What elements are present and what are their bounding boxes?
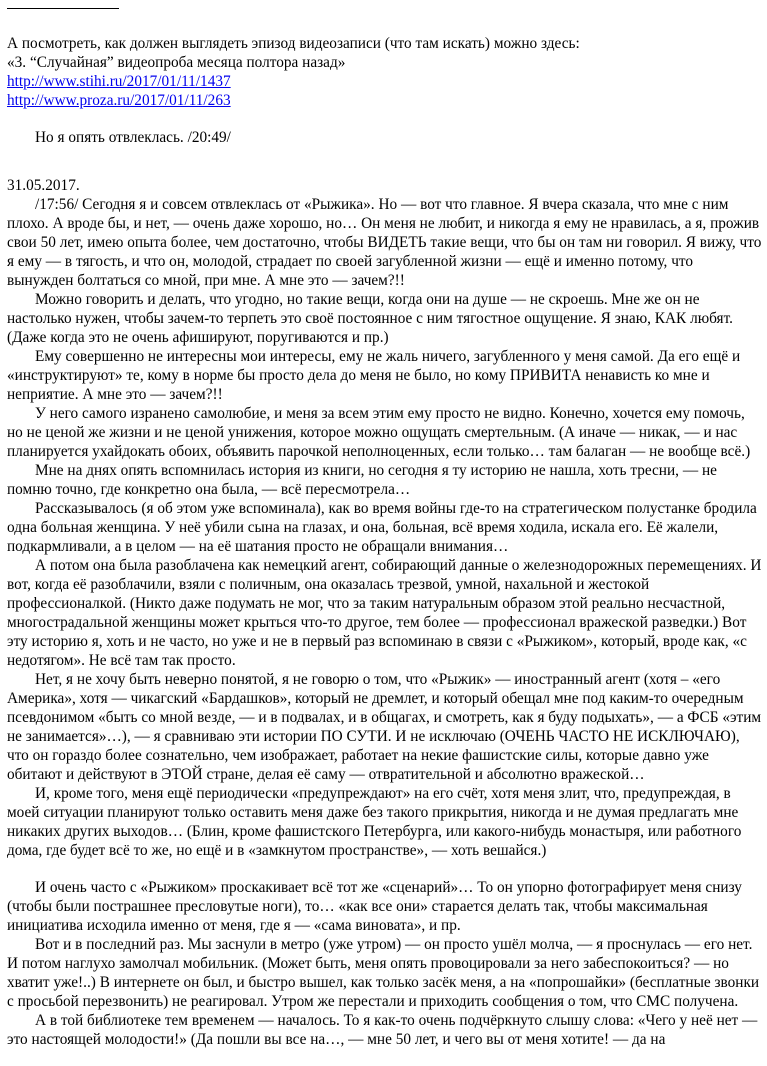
intro-video-title: «3. “Случайная” видеопроба месяца полтора назад» (7, 54, 346, 71)
stihi-link[interactable]: http://www.stihi.ru/2017/01/11/1437 (7, 73, 231, 90)
paragraph: Ему совершенно не интересны мои интересы, ему не жаль ничего, загубленного у меня самой. Да его ещё и «инструктируют» те, кому в норме бы просто дела до меня не было, но кому ПРИВИТА ненависть ко мне и неприятие. А мне это — зачем?!! (7, 348, 741, 403)
paragraph: Нет, я не хочу быть неверно понятой, я не говорю о том, что «Рыжик» — иностранный агент (хотя – «его Америка», хотя — чикагский «Бардашков», который не дремлет, и который обещал мне под каким-то очередным псевдонимом «быть со мной везде, — и в подвалах, и в общагах, и смотреть, как я буду подыхать», — а ФСБ «этим не занимается»…), — я сравниваю эти истории ПО СУТИ. И не исключаю (ОЧЕНЬ ЧАСТО НЕ ИСКЛЮЧАЮ), что он гораздо более сознательно, чем изображает, работает на некие фашистские силы, которые давно уже обитают и действуют в ЭТОЙ стране, делая её саму — отвратительной и абсолютно вражеской… (7, 671, 762, 783)
top-rule-divider (7, 8, 119, 9)
document-page (0, 8, 767, 1066)
paragraph: А потом она была разоблачена как немецкий агент, собирающий данные о железнодорожных перемещениях. И вот, когда её разоблачили, взяли с поличным, она оказалась трезвой, умной, нахальной и жестокой профессионалкой. (Никто даже подумать не мог, что за таким натуральным образом этой реально несчастной, многострадальной женщины может крыться что-то другое, тем более — профессионал вражеской разведки.) Вот эту историю я, хоть и не часто, но уже и не в первый раз вспоминаю в связи с «Рыжиком», который, вроде как, «с недотягом». Не всё там так просто. (7, 557, 762, 669)
paragraph: Вот и в последний раз. Мы заснули в метро (уже утром) — он просто ушёл молча, — я проснулась — его нет. И потом наглухо замолчал мобильник. (Может быть, меня опять провоцировали за него забеспокоиться? — но хватит уже!..) В интернете он был, и быстро вышел, как только засёк меня, а на «попрошайки» (бесплатные звонки с просьбой перезвонить) не реагировал. Утром же перестали и приходить сообщения о том, что СМС получена. (7, 936, 760, 1010)
paragraph: Рассказывалось (я об этом уже вспоминала), как во время войны где-то на стратегическом полустанке бродила одна больная женщина. У неё убили сына на глазах, и она, больная, всё время ходила, искала его. Её жалели, подкармливали, а в целом — на её шатания просто не обращали внимания… (7, 500, 757, 555)
proza-link[interactable]: http://www.proza.ru/2017/01/11/263 (7, 92, 231, 109)
paragraph: И, кроме того, меня ещё периодически «предупреждают» на его счёт, хотя меня злит, что, предупреждая, в моей ситуации планируют только оставить меня даже без такого прикрытия, никогда и не думая предлагать мне никаких других выходов… (Блин, кроме фашистского Петербурга, или какого-нибудь монастыря, или работного дома, где будет всё то же, но ещё и в «замкнутом пространстве», — хоть вешайся.) (7, 785, 742, 859)
paragraph: А в той библиотеке тем временем — началось. То я как-то очень подчёркнуто слышу слова: «Чего у неё нет — это настоящей молодости!» (Да пошли вы все на…, — мне 50 лет, и чего вы от меня хотите! — да на (7, 1012, 758, 1048)
intro-line: А посмотреть, как должен выглядеть эпизод видеозаписи (что там искать) можно здесь: (7, 35, 580, 52)
paragraph: И очень часто с «Рыжиком» проскакивает всё тот же «сценарий»… То он упорно фотографирует меня снизу (чтобы были пострашнее пресловутые ноги), то… «как все они» старается делать так, чтобы максимальная инициатива исходила именно от меня, где я — «сама виновата», и пр. (7, 879, 742, 934)
intro-block (7, 34, 763, 110)
paragraph: Мне на днях опять вспомнилась история из книги, но сегодня я ту историю не нашла, хоть тресни, — не помню точно, где конкретно она была, — всё пересмотрела… (7, 462, 717, 498)
paragraph: У него самого изранено самолюбие, и меня за всем этим ему просто не видно. Конечно, хочется ему помочь, но не ценой же жизни и не ценой унижения, которое можно ощущать смертельным. (А иначе — никак, — и нас планируется ухайдокать обоих, объявить парочкой неполноценных, если только… там балаган — не вообще всё.) (7, 405, 751, 460)
paragraph: /17:56/ Сегодня я и совсем отвлеклась от «Рыжика». Но — вот что главное. Я вчера сказала, что мне с ним плохо. А вроде бы, и нет, — очень даже хорошо, но… Он меня не любит, и никогда я ему не нравилась, а я, прожив свои 50 лет, имею опыта более, чем достаточно, чтобы ВИДЕТЬ такие вещи, что бы он там ни говорил. Я вижу, что я ему — в тягость, и что он, молодой, страдает по своей загубленной жизни — ещё и именно потому, что вынужден болтаться со мной, при мне. А мне это — зачем?!! (7, 196, 762, 289)
paragraph: Можно говорить и делать, что угодно, но такие вещи, когда они на душе — не скроешь. Мне же он не настолько нужен, чтобы зачем-то терпеть это своё постоянное с ним тягостное ощущение. Я знаю, КАК любят. (Даже когда это не очень афишируют, поругиваются и пр.) (7, 291, 733, 346)
entry-date: 31.05.2017. (7, 177, 80, 194)
aside-note: Но я опять отвлеклась. /20:49/ (35, 129, 231, 146)
entry-body (7, 195, 763, 1049)
